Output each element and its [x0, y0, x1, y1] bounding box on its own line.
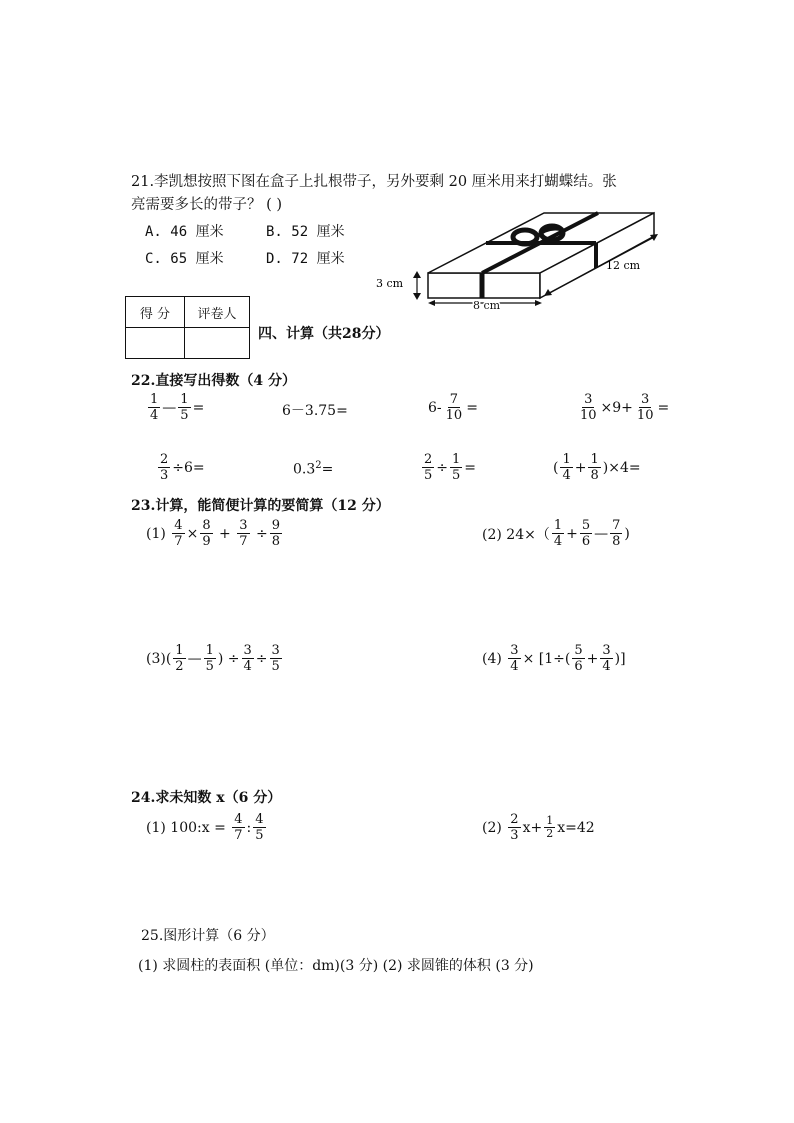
q24-problem-2: (2) $\frac{2}{3}$ x+ $\frac{1}{2}$ x=42 — [482, 812, 595, 843]
q21-line2: 亮需要多长的带子？ ( ) — [131, 197, 283, 213]
q25-subquestions: (1) 求圆柱的表面积 (单位：dm)(3 分) (2) 求圆锥的体积 (3 分) — [138, 958, 534, 974]
q21-option-a: A. 46 厘米 — [145, 224, 224, 240]
grader-cell[interactable] — [185, 328, 250, 359]
q22-expr-2: 6－3.75= — [282, 403, 348, 419]
section-4-title: 四、计算（共28分） — [258, 326, 390, 342]
q25-title: 25.图形计算（6 分） — [141, 928, 275, 944]
width-label: 8 cm — [473, 299, 501, 312]
q22-expr-5: $\frac{2}{3}$ ÷6= — [160, 452, 205, 483]
q21-option-b: B. 52 厘米 — [266, 224, 345, 240]
score-cell[interactable] — [126, 328, 185, 359]
q22-expr-1: $\frac{1}{4}$ — $\frac{1}{5}$ = — [150, 392, 205, 423]
q21-option-c: C. 65 厘米 — [145, 251, 224, 267]
q23-problem-2: (2) 24×（ $\frac{1}{4}$ + $\frac{5}{6}$ — $\frac{7}{8}$ ) — [482, 518, 630, 549]
q23-problem-1: (1) $\frac{4}{7}$ × $\frac{8}{9}$ + $\frac{3}{7}$ ÷ $\frac{9}{8}$ — [146, 518, 280, 549]
q22-expr-6: $0.3^2=$ — [293, 460, 334, 478]
q21-line1: 21.李凯想按照下图在盒子上扎根带子，另外要剩 20 厘米用来打蝴蝶结。张 — [131, 174, 617, 190]
gift-box-figure — [370, 205, 670, 315]
q23-title: 23.计算，能简便计算的要简算（12 分） — [131, 498, 390, 514]
length-label: 12 cm — [606, 259, 641, 272]
q23-problem-4: (4) $\frac{3}{4}$ × [1÷( $\frac{5}{6}$ + $\frac{3}{4}$ )] — [482, 643, 626, 674]
q22-title: 22.直接写出得数（4 分） — [131, 373, 296, 389]
q22-expr-7: $\frac{2}{5}$ ÷ $\frac{1}{5}$ = — [424, 452, 477, 483]
q22-expr-4: $\frac{3}{10}$ ×9+ $\frac{3}{10}$ = — [580, 392, 670, 423]
q24-problem-1: (1) 100:x = $\frac{4}{7}$ : $\frac{4}{5}$ — [146, 812, 264, 843]
score-header: 得 分 — [126, 297, 185, 328]
height-label: 3 cm — [376, 277, 404, 290]
q24-title: 24.求未知数 x（6 分） — [131, 790, 282, 806]
grader-header: 评卷人 — [185, 297, 250, 328]
score-table — [125, 296, 250, 359]
q22-expr-8: ( $\frac{1}{4}$ + $\frac{1}{8}$ )×4= — [553, 452, 641, 483]
q21-option-d: D. 72 厘米 — [266, 251, 345, 267]
q23-problem-3: (3)( $\frac{1}{2}$ — $\frac{1}{5}$ ) ÷ $\frac{3}{4}$ ÷ $\frac{3}{5}$ — [146, 643, 280, 674]
q22-expr-3: 6- $\frac{7}{10}$ = — [428, 392, 478, 423]
